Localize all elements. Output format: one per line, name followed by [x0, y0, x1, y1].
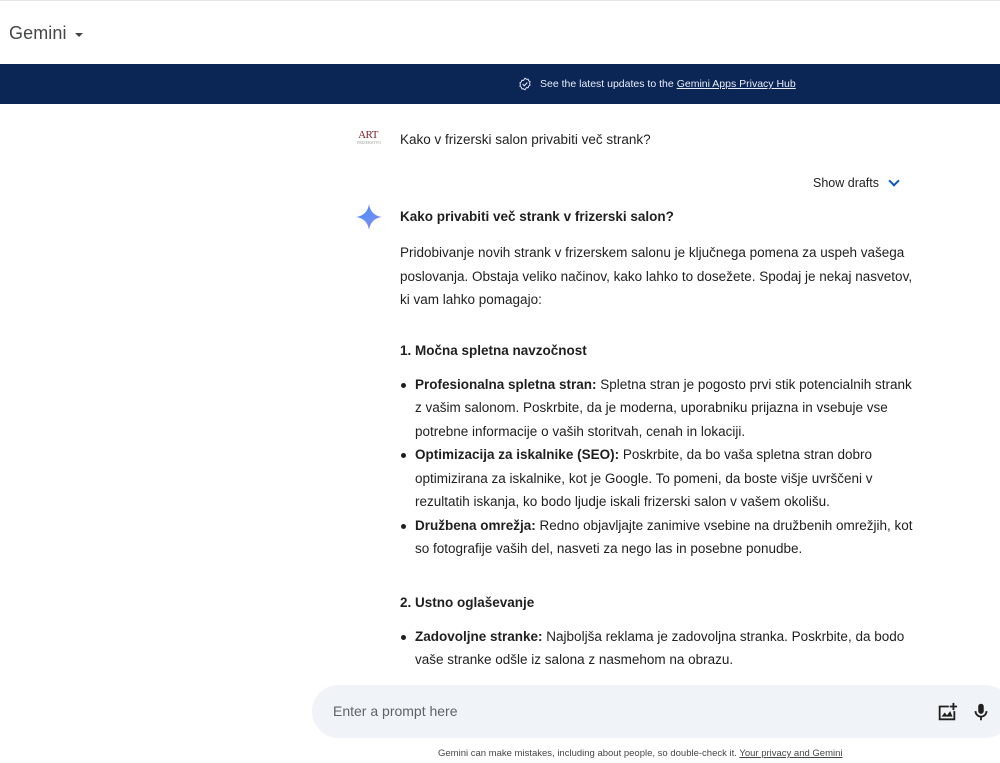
app-switcher-button[interactable]	[9, 23, 83, 44]
prompt-input[interactable]	[333, 701, 893, 721]
list-item	[400, 373, 920, 444]
chevron-down-icon	[888, 175, 899, 186]
show-drafts-button[interactable]	[813, 176, 898, 190]
section-list	[400, 373, 920, 561]
privacy-hub-link[interactable]: Gemini Apps Privacy Hub	[676, 78, 796, 90]
banner-content	[518, 77, 796, 91]
privacy-link[interactable]: Your privacy and Gemini	[739, 748, 843, 759]
avatar	[357, 129, 382, 150]
add-image-icon[interactable]	[936, 701, 958, 723]
caret-down-icon	[75, 33, 83, 37]
section-heading: 2. Ustno oglaševanje	[400, 594, 535, 610]
show-drafts-label: Show drafts	[813, 176, 880, 190]
microphone-icon[interactable]	[970, 701, 992, 723]
conversation	[0, 104, 1000, 684]
response-title: Kako privabiti več strank v frizerski salon?	[400, 209, 674, 224]
privacy-banner	[0, 64, 1000, 104]
banner-text: See the latest updates to the	[540, 78, 674, 90]
list-item	[400, 625, 920, 672]
section-heading: 1. Močna spletna navzočnost	[400, 342, 587, 358]
section-list	[400, 625, 920, 672]
item-text: Poskrbite, da bo vaša spletna stran dobro optimizirana za iskalnike, kot je Google. To pomeni, da boste višje uvrščeni v rezultatih iskanja, ko bodo ljudje iskali frizerski salon v vašem okolišu.	[415, 447, 873, 509]
item-text: Najboljša reklama je zadovoljna stranka. Poskrbite, da bodo vaše stranke odšle iz salona z nasmehom na obrazu.	[415, 628, 905, 667]
app-title: Gemini	[9, 23, 67, 43]
item-bold: Profesionalna spletna stran:	[415, 376, 597, 392]
disclaimer-text: Gemini can make mistakes, including about people, so double-check it.	[438, 748, 737, 759]
response-intro: Pridobivanje novih strank v frizerskem salonu je ključnega pomena za uspeh vašega poslovanja. Obstaja veliko načinov, kako lahko to dosežete. Spodaj je nekaj nasvetov, ki vam lahko pomagajo:	[400, 245, 913, 307]
list-item	[400, 514, 920, 561]
footer-disclaimer	[0, 748, 1000, 759]
verified-check-icon	[518, 77, 532, 91]
top-bar	[0, 0, 1000, 64]
item-bold: Optimizacija za iskalnike (SEO):	[415, 447, 620, 462]
list-item	[400, 443, 920, 514]
item-text: Spletna stran je pogosto prvi stik potencialnih strank z vašim salonom. Poskrbite, da je moderna, uporabniku prijazna in vsebuje vse potrebne informacije o vaših storitvah, cenah in lokaciji.	[415, 376, 912, 439]
item-text: Redno objavljajte zanimive vsebine na družbenih omrežjih, kot so fotografije vaših del, nasveti za nego las in posebne ponudbe.	[415, 517, 913, 556]
user-message-text: Kako v frizerski salon privabiti več strank?	[400, 132, 651, 147]
item-bold: Zadovoljne stranke:	[415, 628, 543, 644]
user-message	[357, 129, 651, 150]
response-content	[400, 208, 920, 684]
prompt-bar	[312, 685, 1000, 738]
gemini-sparkle-icon	[356, 204, 382, 230]
avatar-text: ART	[358, 129, 378, 141]
item-bold: Družbena omrežja:	[415, 517, 536, 533]
avatar-subtext: FRIZERSTVO	[357, 140, 382, 145]
